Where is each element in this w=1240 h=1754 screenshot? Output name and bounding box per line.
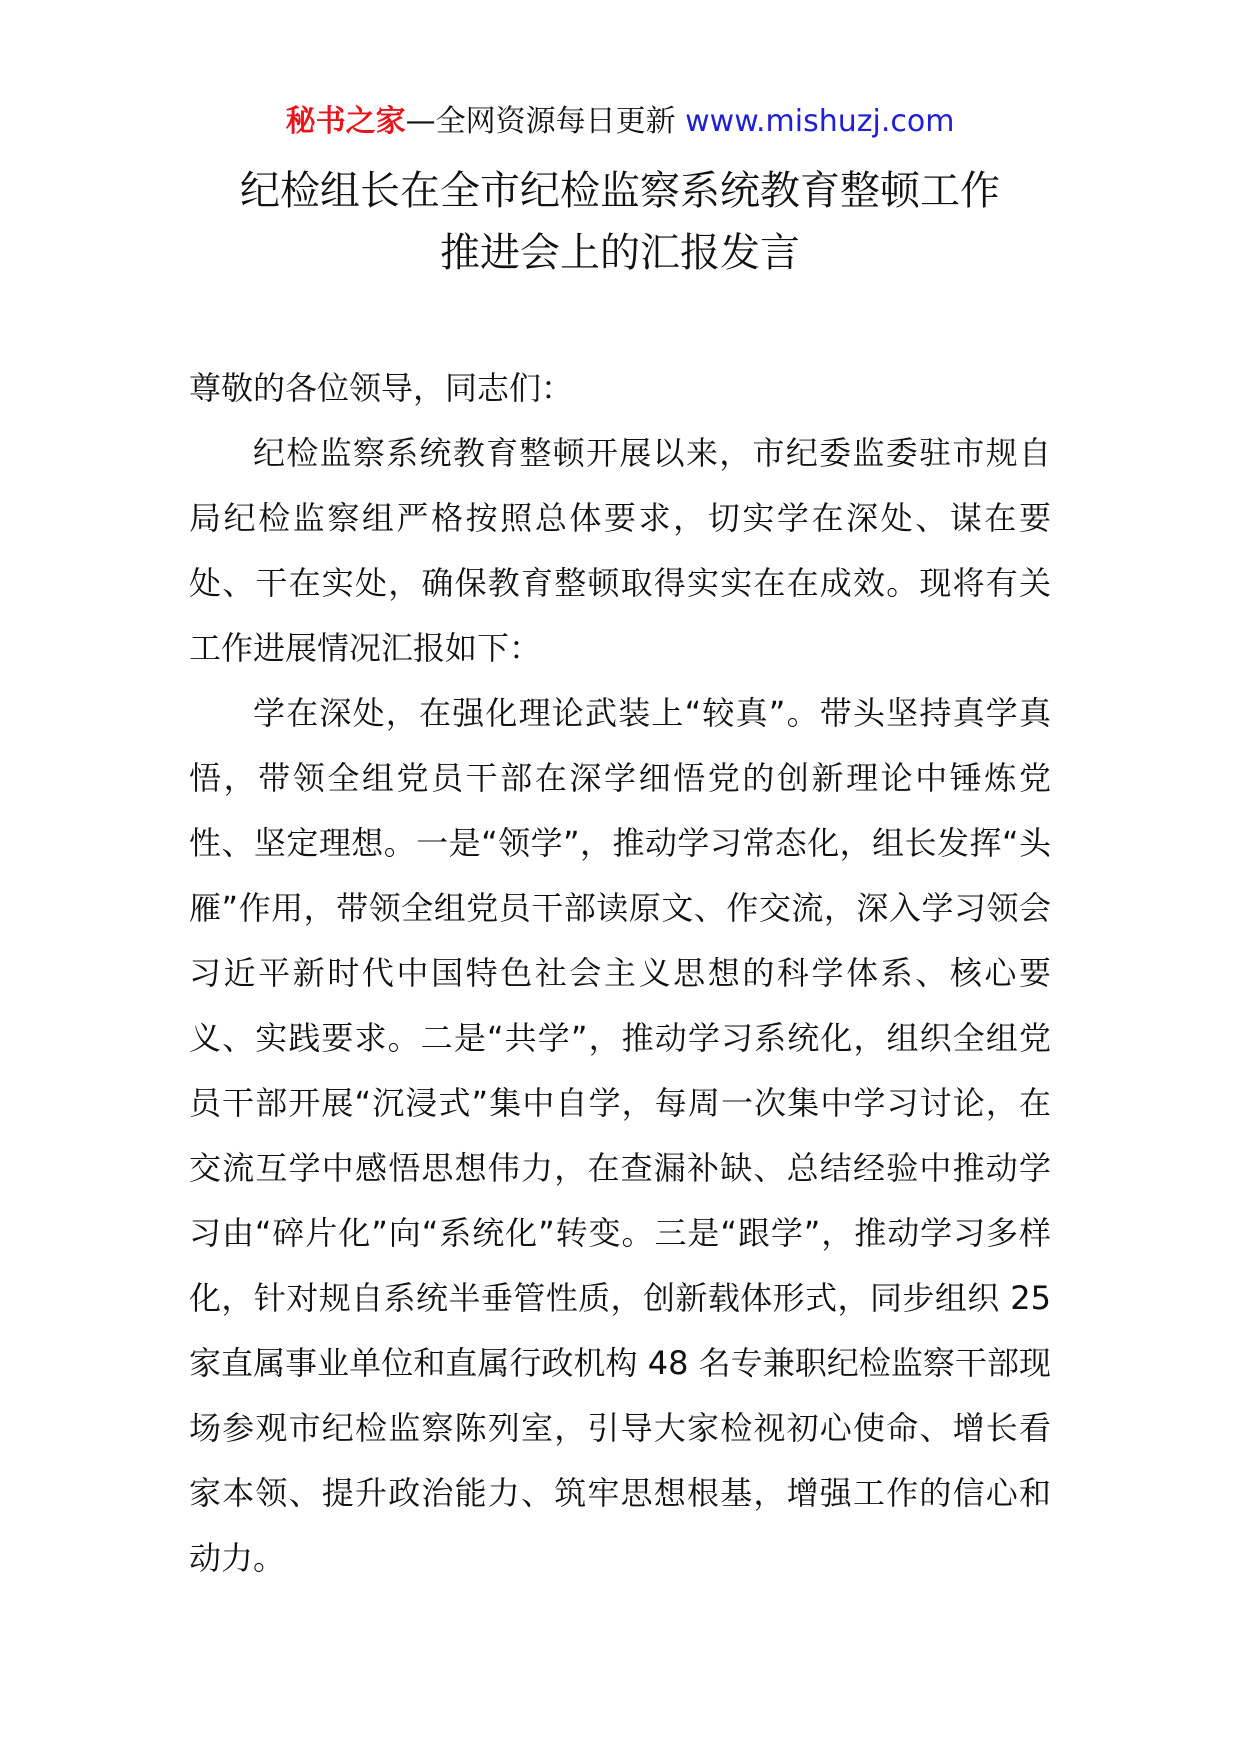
title-line-1: 纪检组长在全市纪检监察系统教育整顿工作 <box>240 168 1000 214</box>
brand-name: 秘书之家 <box>285 104 406 139</box>
site-tagline: —全网资源每日更新 <box>405 104 676 139</box>
document-title <box>120 160 1120 284</box>
salutation: 尊敬的各位领导，同志们： <box>189 369 574 407</box>
site-url-link[interactable]: www.mishuzj.com <box>685 104 955 139</box>
site-header <box>0 100 1240 144</box>
title-line-2: 推进会上的汇报发言 <box>440 230 800 276</box>
paragraph-intro: 纪检监察系统教育整顿开展以来，市纪委监委驻市规自局纪检监察组严格按照总体要求，切实学在深处、谋在要处、干在实处，确保教育整顿取得实实在在成效。现将有关工作进展情况汇报如下： <box>189 434 1051 667</box>
document-body <box>189 356 1051 1591</box>
paragraph-study: 学在深处，在强化理论武装上“较真”。带头坚持真学真悟，带领全组党员干部在深学细悟党的创新理论中锤炼党性、坚定理想。一是“领学”，推动学习常态化，组长发挥“头雁”作用，带领全组党员干部读原文、作交流，深入学习领会习近平新时代中国特色社会主义思想的科学体系、核心要义、实践要求。二是“共学”，推动学习系统化，组织全组党员干部开展“沉浸式”集中自学，每周一次集中学习讨论，在交流互学中感悟思想伟力，在查漏补缺、总结经验中推动学习由“碎片化”向“系统化”转变。三是“跟学”，推动学习多样化，针对规自系统半垂管性质，创新载体形式，同步组织 25 家直属事业单位和直属行政机构 48 名专兼职纪检监察干部现场参观市纪检监察陈列室，引导大家检视初心使命、增长看家本领、提升政治能力、筑牢思想根基，增强工作的信心和动力。 <box>189 694 1051 1577</box>
